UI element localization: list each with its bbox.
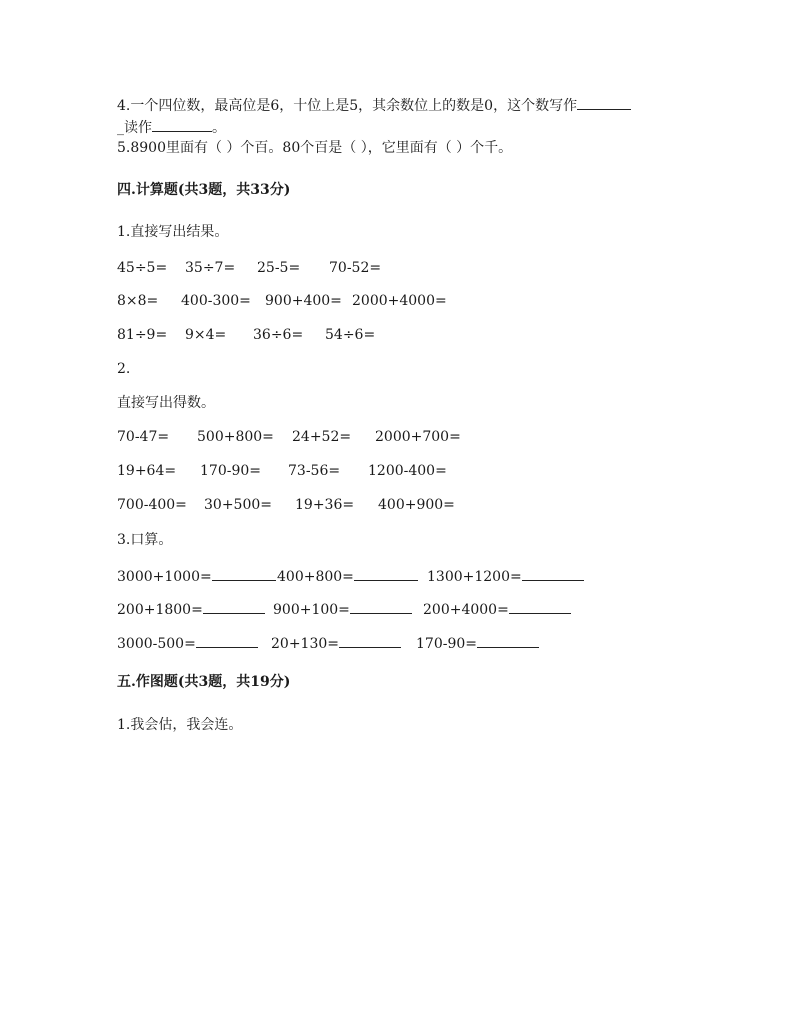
equation: 500+800= [197,429,274,445]
equation: 400+800= [277,569,354,585]
section-5-heading: 五.作图题(共3题，共19分) [117,674,291,690]
question-4-end: 。 [212,120,226,136]
answer-blank [152,117,212,132]
equation: 19+64= [117,463,177,479]
equation-with-blank [273,599,412,619]
equation: 3000-500= [117,636,196,652]
equation: 73-56= [288,463,341,479]
equation-with-blank [427,566,584,586]
section-4-q1-title: 1.直接写出结果。 [117,224,229,240]
equation: 36÷6= [253,327,304,343]
section-5-q1-title: 1.我会估，我会连。 [117,717,243,733]
equation: 8×8= [117,293,159,309]
answer-blank [339,633,401,648]
question-5: 5.8900里面有（ ）个百。80个百是（ ），它里面有（ ）个千。 [117,140,513,156]
answer-blank [196,633,258,648]
answer-blank [350,599,412,614]
equation-with-blank [117,566,276,586]
section-4-q3-title: 3.口算。 [117,532,173,548]
equation: 400-300= [181,293,251,309]
equation: 200+4000= [423,602,509,618]
equation: 81÷9= [117,327,168,343]
equation: 400+900= [378,497,455,513]
question-4-read-label: _读作 [117,120,152,136]
equation-with-blank [271,633,401,653]
equation: 24+52= [292,429,352,445]
answer-blank [477,633,539,648]
equation: 900+100= [273,602,350,618]
equation: 2000+700= [375,429,461,445]
question-4-line-1 [117,95,631,115]
question-4-line-2 [117,117,226,137]
equation: 30+500= [204,497,272,513]
equation: 19+36= [295,497,355,513]
equation-with-blank [416,633,539,653]
equation: 70-47= [117,429,170,445]
equation-with-blank [117,633,258,653]
answer-blank [203,599,265,614]
answer-blank [509,599,571,614]
equation: 1300+1200= [427,569,522,585]
section-4-heading: 四.计算题(共3题，共33分) [117,182,291,198]
equation: 70-52= [329,260,382,276]
equation: 25-5= [257,260,301,276]
equation: 45÷5= [117,260,168,276]
equation: 54÷6= [325,327,376,343]
equation: 170-90= [200,463,261,479]
equation: 3000+1000= [117,569,212,585]
equation-with-blank [423,599,571,619]
equation: 1200-400= [368,463,447,479]
equation-with-blank [117,599,265,619]
equation: 700-400= [117,497,187,513]
answer-blank [522,566,584,581]
answer-blank [212,566,276,581]
section-4-q2-title: 直接写出得数。 [117,395,215,411]
equation: 200+1800= [117,602,203,618]
answer-blank [354,566,418,581]
equation: 20+130= [271,636,339,652]
question-4-text: 4.一个四位数，最高位是6，十位上是5，其余数位上的数是0，这个数写作 [117,98,578,114]
equation: 2000+4000= [352,293,447,309]
equation: 900+400= [265,293,342,309]
answer-blank [577,95,631,110]
equation-with-blank [277,566,418,586]
equation: 35÷7= [185,260,236,276]
equation: 170-90= [416,636,477,652]
equation: 9×4= [185,327,227,343]
section-4-q2-number: 2. [117,361,131,377]
